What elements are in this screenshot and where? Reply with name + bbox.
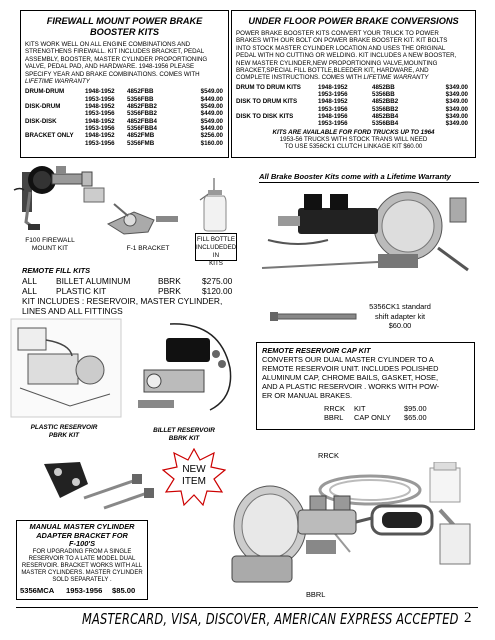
billet-reservoir-label: BILLET RESERVOIR BBRK KIT [153, 427, 215, 442]
shift-adapter-text: 5356CK1 standard shift adapter kit $60.00 [369, 302, 431, 330]
remote-fill-section [22, 266, 262, 316]
table-row: 1953-1956 5356BB $349.00 [318, 91, 468, 99]
table-row: 1953-1956 5356FBB2 $449.00 [85, 110, 223, 118]
table-row: ALL PLASTIC KIT PBRK $120.00 [22, 286, 233, 296]
firewall-kit-box [20, 10, 229, 158]
shift-adapter-photo [270, 306, 360, 326]
reservoir-cap-prices [324, 404, 469, 422]
f1-bracket-photo [104, 198, 184, 242]
table-row: RRCK KIT $95.00 [324, 404, 427, 413]
plastic-reservoir-label: PLASTIC RESERVOIR PBRK KIT [18, 424, 110, 442]
underfloor-booster-photo [258, 188, 480, 284]
underfloor-notes: KITS ARE AVAILABLE FOR FORD TRUCKS UP TO 1964 1953-56 TRUCKS WITH STOCK TRANS WILL NEED TO USE 5356CK1 CLUTCH LINKAGE KIT $60.00 [272, 128, 435, 150]
bbrl-label: BBRL [306, 590, 326, 599]
table-row: BBRL CAP ONLY $65.00 [324, 413, 427, 422]
table-row: 1953-1956 5356FMB $160.00 [85, 139, 223, 147]
footer-rule [16, 607, 478, 608]
remote-fill-includes: KIT INCLUDES : RESERVOIR, MASTER CYLINDER, LINES AND ALL FITTINGS [22, 296, 223, 316]
table-row: DISK-DISK 1948-1952 4852FBB4 $549.00 [25, 117, 223, 125]
table-row: 1953-1956 5356FBB $449.00 [85, 95, 223, 103]
billet-reservoir-photo [130, 318, 240, 422]
adapter-bracket-photo [40, 458, 168, 524]
table-row: 1953-1956 5356FBB4 $449.00 [85, 124, 223, 132]
table-row: 5356MCA 1953-1956 $85.00 [20, 585, 136, 595]
table-row: DISK TO DRUM KITS 1948-1952 4852BB2 $349.00 [236, 98, 468, 106]
table-row: ALL BILLET ALUMINUM BBRK $275.00 [22, 276, 233, 286]
footer-payment-text: MASTERCARD, VISA, DISCOVER, AMERICAN EXPRESS ACCEPTED [82, 609, 459, 628]
table-row: DRUM TO DRUM KITS 1948-1952 4852BB $349.00 [236, 83, 468, 91]
reservoir-cap-description: CONVERTS OUR DUAL MASTER CYLINDER TO A REMOTE RESERVOIR UNIT. INCLUDES POLISHED ALUMINUM CAP, CHROME BAILS, GASKET, HOSE, AND A PLASTIC RESERVOIR . WORKS WITH POW- ER OR MANUAL BRAKES. [262, 355, 440, 400]
plastic-reservoir-photo [10, 318, 122, 418]
table-row: DISK-DRUM 1948-1952 4852FBB2 $549.00 [25, 103, 223, 111]
f1-bracket-caption: F-1 BRACKET [126, 245, 170, 252]
fill-bottle-caption: FILL BOTTLE INCLUDEDED IN KITS [195, 233, 237, 261]
firewall-title: FIREWALL MOUNT POWER BRAKE BOOSTER KITS [46, 16, 203, 37]
table-row: 1953-1956 5356BB4 $349.00 [318, 120, 468, 128]
remote-fill-title: REMOTE FILL KITS [22, 266, 91, 275]
f100-firewall-caption: F100 FIREWALL MOUNT KIT [25, 237, 75, 252]
lifetime-warranty-banner: All Brake Booster Kits come with a Lifetime Warranty [259, 172, 479, 183]
table-row: 1953-1956 5356BB2 $349.00 [318, 105, 468, 113]
reservoir-cap-box [256, 342, 475, 430]
firewall-description: KITS WORK WELL ON ALL ENGINE COMBINATIONS AND STRENGTHENS FIREWALL. KIT INCLUDES BRACKET, PEDAL ASSEMBLY, BOOSTER, MASTER CYLINDER PROPORTIONING VALVE, PEDAL PAD, AND HARDWARE. 1948-1956 PLEASE SPECIFY YEAR AND BRAKE COMBINATIONS. COMES WITH LIFETIME WARRANTY [25, 41, 208, 86]
page-number: 2 [464, 610, 472, 626]
table-row: BRACKET ONLY 1948-1952 4852FMB $256.00 [25, 132, 223, 140]
table-row: DISK TO DISK KITS 1948-1956 4852BB4 $349.00 [236, 113, 468, 121]
bbrl-booster-photo [226, 474, 376, 586]
fill-bottle-photo [196, 176, 236, 232]
firewall-kit-photo [12, 162, 112, 236]
rrck-label: RRCK [318, 451, 339, 460]
manual-master-title: MANUAL MASTER CYLINDER ADAPTER BRACKET FOR F-100'S [29, 522, 135, 548]
underfloor-price-table [236, 84, 471, 128]
new-item-label: NEW ITEM [182, 464, 206, 487]
manual-master-box [16, 520, 148, 600]
firewall-price-table [25, 88, 224, 146]
underfloor-description: POWER BRAKE BOOSTER KITS CONVERT YOUR TRUCK TO POWER BRAKES WITH OUR BOLT ON POWER BRAKE BOOSTER KIT. KIT BOLTS INTO STOCK MASTER CYLINDER LOCATION AND USES THE ORIGINAL PEDAL WITH NO CUTTING OR WELDING. KIT INCLUDES A NEW BOOSTER, NEW MASTER CYLINDER,NEW PROPORTIONING VALVE,MOUNTING BRACKET,SPECIAL FILL BOTTLE,BLEEDER KIT, HARDWARE, AND COMPLETE INSTRUCTIONS. COMES WITH LIFETIME WARRANTY [236, 30, 457, 82]
reservoir-cap-title: REMOTE RESERVOIR CAP KIT [262, 346, 371, 355]
table-row: DRUM-DRUM 1948-1952 4852FBB $549.00 [25, 88, 223, 96]
underfloor-title: UNDER FLOOR POWER BRAKE CONVERSIONS [248, 16, 459, 26]
underfloor-kit-box [231, 10, 476, 158]
manual-master-description: FOR UPGRADING FROM A SINGLE RESERVOIR TO A LATE MODEL DUAL RESERVOIR. BRACKET WORKS WITH ALL MASTER CYLINDERS. MASTER CYLINDER SOLD SEPARATELY . [21, 548, 143, 583]
